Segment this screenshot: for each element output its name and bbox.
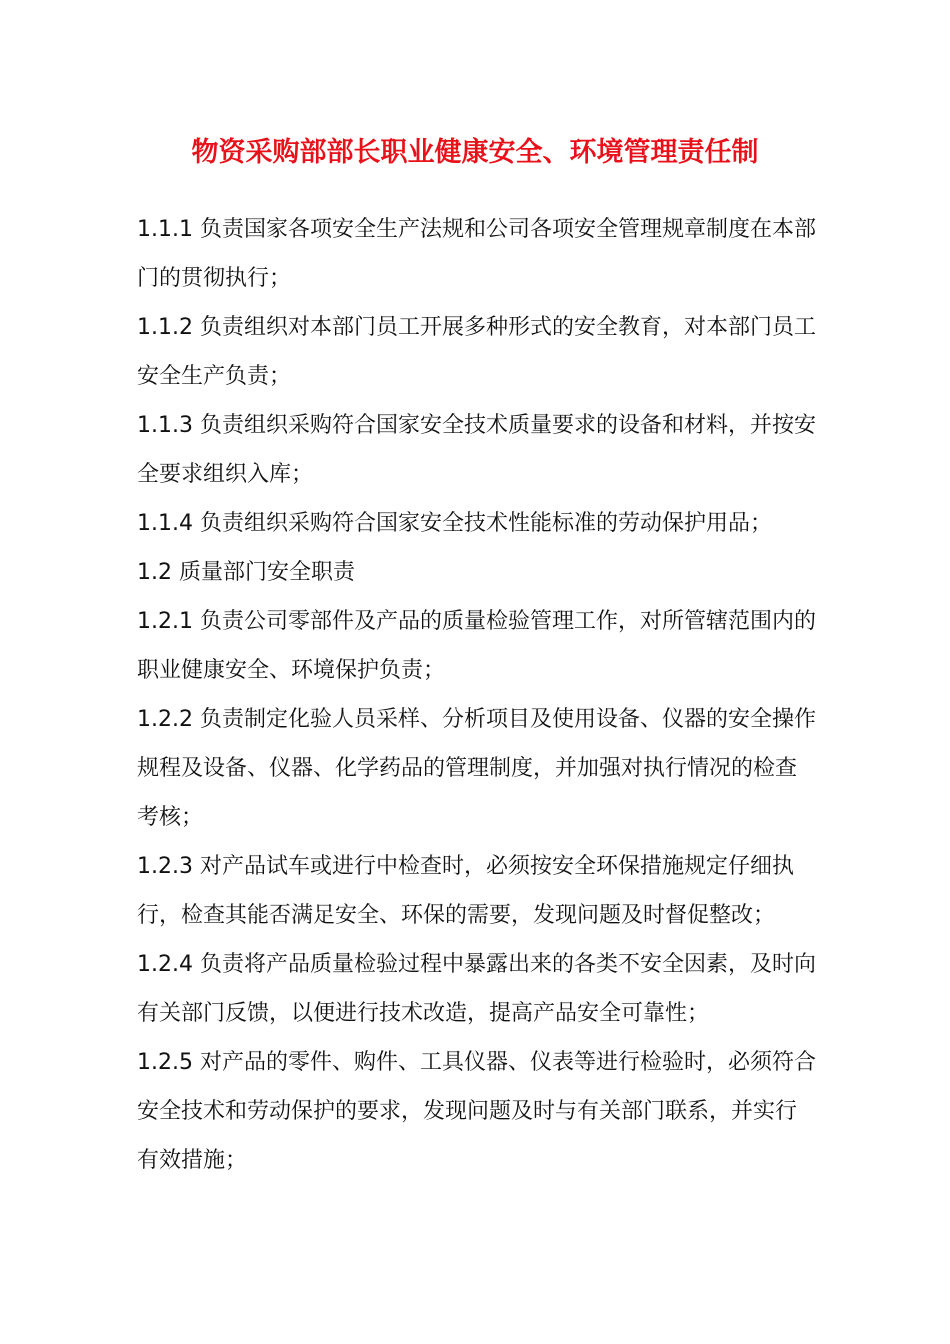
paragraph-1-2-2: 1.2.2 负责制定化验人员采样、分析项目及使用设备、仪器的安全操作规程及设备、仪器、化学药品的管理制度，并加强对执行情况的检查考核；: [137, 707, 816, 830]
paragraph-1-1-4: 1.1.4 负责组织采购符合国家安全技术性能标准的劳动保护用品；: [137, 511, 772, 536]
document-title: 物资采购部部长职业健康安全、环境管理责任制: [191, 137, 759, 168]
paragraph-1-2-4: 1.2.4 负责将产品质量检验过程中暴露出来的各类不安全因素，及时向有关部门反馈，以便进行技术改造，提高产品安全可靠性；: [137, 952, 816, 1026]
paragraph-1-1-1: 1.1.1 负责国家各项安全生产法规和公司各项安全管理规章制度在本部门的贯彻执行；: [137, 217, 816, 291]
paragraph-1-2-3: 1.2.3 对产品试车或进行中检查时，必须按安全环保措施规定仔细执行，检查其能否满足安全、环保的需要，发现问题及时督促整改；: [137, 854, 794, 928]
paragraph-1-2-1: 1.2.1 负责公司零部件及产品的质量检验管理工作，对所管辖范围内的职业健康安全、环境保护负责；: [137, 609, 816, 683]
document-body: [137, 205, 817, 1185]
paragraph-1-1-3: 1.1.3 负责组织采购符合国家安全技术质量要求的设备和材料，并按安全要求组织入库；: [137, 413, 816, 487]
section-heading-1-2: 1.2 质量部门安全职责: [137, 560, 355, 585]
paragraph-1-1-2: 1.1.2 负责组织对本部门员工开展多种形式的安全教育，对本部门员工安全生产负责；: [137, 315, 816, 389]
paragraph-1-2-5: 1.2.5 对产品的零件、购件、工具仪器、仪表等进行检验时，必须符合安全技术和劳动保护的要求，发现问题及时与有关部门联系，并实行有效措施；: [137, 1050, 816, 1173]
